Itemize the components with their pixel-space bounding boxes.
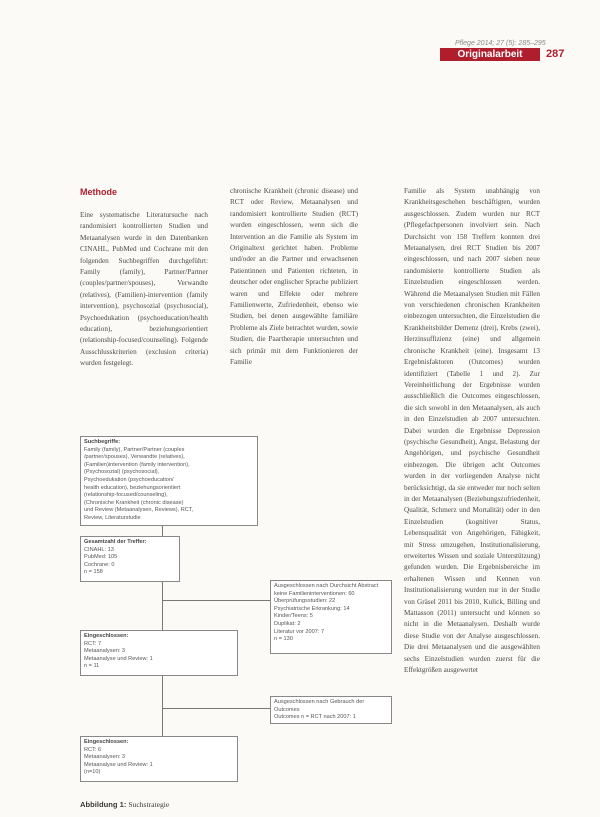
flow-box-line: n = 130 <box>274 636 293 643</box>
caption-text: Suchstrategie <box>128 800 170 809</box>
flow-box-line: Duplikat: 2 <box>274 620 301 627</box>
figure-caption <box>80 800 169 809</box>
flow-box-line: Metaanalyse und Review: 1 <box>84 655 153 662</box>
flow-box-line: (Familien)intervention (family intervention), <box>84 461 190 468</box>
flow-box-line: und Review (Metaanalysen, Reviews), RCT, <box>84 507 194 514</box>
flow-connector <box>162 582 163 630</box>
flow-box-line: Psychiatrische Erkrankung: 14 <box>274 605 350 612</box>
flow-box-line: Metaanalyse und Review: 1 <box>84 761 153 768</box>
flow-box-line: Cochrane: 0 <box>84 561 115 568</box>
column-1-paragraph: Eine systematische Literatursuche nach randomisiert kontrollierten Studien und Metaanalysen wurde in den Datenbanken CINAHL, PubMed und Cochrane mit den folgenden Suchbegriffen durchgeführt: Family (family), Partner/Partner (couples/partner/spouses), Verwandte (relatives), (Familien)-intervention (family intervention), psychosozial (psychosocial), Psychoedukation (psychoeducation/health education), beziehungsorientiert (relationship-focused/counseling). Folgende Ausschlusskriterien (exclusion criteria) wurden festgelegt. <box>80 211 208 368</box>
text-column-3 <box>404 186 540 676</box>
flow-box-line: Ausgeschlossen nach Gebrauch der <box>274 699 365 705</box>
flow-box-title: Eingeschlossen: <box>84 633 129 639</box>
flow-box-line: Family (family), Partner/Partner (couples <box>84 446 185 453</box>
flow-box-line: Ausgeschlossen nach Durchsicht Abstract <box>274 583 379 589</box>
flow-box-title: Gesamtzahl der Treffer: <box>84 539 147 545</box>
column-2-paragraph: chronische Krankheit (chronic disease) und RCT oder Review, Metaanalysen und randomisiert kontrollierte Studien (RCT) wurden eingeschlossen, wenn sich die Intervention an die Familie als System im Originaltext gerichtet haben. Probleme und/oder an die Partner und erwachsenen Patientinnen und Patienten richteten, in deutscher oder englischer Sprache publiziert waren und Effekte oder mehrere Familienwerte, Zufriedenheit, ebenso wie Studien, bei denen ausgewählte familiäre Probleme als Ziele betrachtet wurden, sowie Studien, die Paartherapie untersuchten und sich primär mit dem Funktionieren der Familie <box>230 187 358 367</box>
flow-box-title: Suchbegriffe: <box>84 439 121 445</box>
flow-box-line: keine Familieninterventionen: 60 <box>274 590 355 597</box>
text-column-1 <box>80 210 208 370</box>
flow-connector <box>162 526 163 536</box>
flow-box-included-2 <box>80 736 238 782</box>
column-3-paragraph: Familie als System unabhängig von Krankheitsgeschehen beschäftigten, wurden ausgeschlossen. Zudem wurden nur RCT (Pflegefachpersonen involviert sein. Nach Durchsicht von 158 Treffern konnten drei Metaanalysen, drei RCT Studien bis 2007 eingeschlossen, und nach 2007 sieben neue randomisierte kontrollierte Studien als Einzelstudien eingeschlossen werden. Während die Metaanalysen Studien mit Fällen von verschiedenen chronischen Krankheiten einbezogen untersuchten, die Einzelstudien die Krankheitsbilder Demenz (drei), Krebs (zwei), Herzinsuffizienz (eine) und allgemein chronische Krankheit (eine). Insgesamt 13 Ergebnisfaktoren (Outcomes) wurden identifiziert (Tabelle 1 und 2). Zur Vereinheitlichung der Ergebnisse wurden ausschließlich die Outcomes eingeschlossen, die sich sowohl in den Metaanalysen, als auch in den Einzelstudien ab 2007 untersuchten. Dabei wurden die Ergebnisse Depression (psychische Gesundheit), Angst, Belastung der Angehörigen, und psychische Gesundheit einbezogen. Die übrigen acht Outcomes wurden in der vorliegenden Analyse nicht berücksichtigt, da sie entweder nur noch selten in der Metaanalysen (Beziehungszufriedenheit, Qualität, Schmerz und Mortalität) oder in den Einzelstudien (kognitiver Status, Lebensqualität von Angehörigen, Fähigkeit, mit Stress umzugehen, Institutionalisierung, erweitertes Wissen und soziale Unterstützung) gefunden wurden. Die Ergebnisbereiche im erhaltenen Wissen und Kennen von Institutionalisierung wurden nur in der Studie von Gräsel 2011 bis 2010, Kulick, Billing und Mattasson (2011) untersucht und können so nicht in die Metaanalysen. Deshalb wurde diese Studie von der Analyse ausgeschlossen. Die drei Metaanalysen und die ausgewählten sechs Einzelstudien wurden zuerst für die Effektgrößen ausgewertet <box>404 187 540 675</box>
flow-box-line: n = 158 <box>84 569 103 576</box>
flow-box-line: Literatur vor 2007: 7 <box>274 628 325 635</box>
flow-box-line: Outcomes <box>274 706 300 713</box>
flow-box-line: (Chronische Krankheit (chronic disease) <box>84 499 184 506</box>
flow-box-line: /partner/spouses), Verwandte (relatives), <box>84 454 185 461</box>
flow-box-line: Psychoedukation (psychoeducation/ <box>84 476 174 483</box>
page-number: 287 <box>546 48 565 60</box>
flow-box-line: (Psychosozial) (psychosocial), <box>84 469 160 476</box>
flow-box-line: CINAHL: 13 <box>84 546 114 553</box>
flow-box-line: Kinder/Teens: 5 <box>274 613 313 620</box>
flow-box-line: health education), beziehungsorientiert <box>84 484 181 491</box>
flow-connector <box>162 708 270 709</box>
flow-box-line: RCT: 7 <box>84 640 102 647</box>
flow-box-search-terms <box>80 436 258 526</box>
flow-box-excluded-abstract <box>270 580 392 654</box>
flow-box-line: Überprüfungsstudien: 22 <box>274 598 336 605</box>
flow-box-total-hits <box>80 536 180 582</box>
flow-connector <box>162 600 270 601</box>
flow-box-excluded-outcomes <box>270 696 392 724</box>
section-heading: Methode <box>80 187 117 197</box>
flow-box-line: RCT: 6 <box>84 746 102 753</box>
flow-box-line: (n=10) <box>84 769 101 776</box>
flow-box-line: Review, Literaturstudie <box>84 514 141 521</box>
text-column-2 <box>230 186 358 369</box>
section-tag: Originalarbeit <box>440 48 540 61</box>
flow-box-line: n = 11 <box>84 663 100 670</box>
flow-box-line: Metaanalysen: 3 <box>84 754 126 761</box>
flow-box-line: Outcomes n = RCT nach 2007: 1 <box>274 714 356 721</box>
flow-box-title: Eingeschlossen: <box>84 739 129 745</box>
journal-citation: Pflege 2014; 27 (5): 285–295 <box>455 40 546 47</box>
flow-box-line: PubMed: 105 <box>84 554 118 561</box>
flow-connector <box>162 676 163 736</box>
flow-box-included-1 <box>80 630 238 676</box>
flow-box-line: Metaanalysen: 3 <box>84 648 126 655</box>
flow-box-line: (relationship-focused/counseling), <box>84 492 168 499</box>
caption-label: Abbildung 1: <box>80 800 127 809</box>
